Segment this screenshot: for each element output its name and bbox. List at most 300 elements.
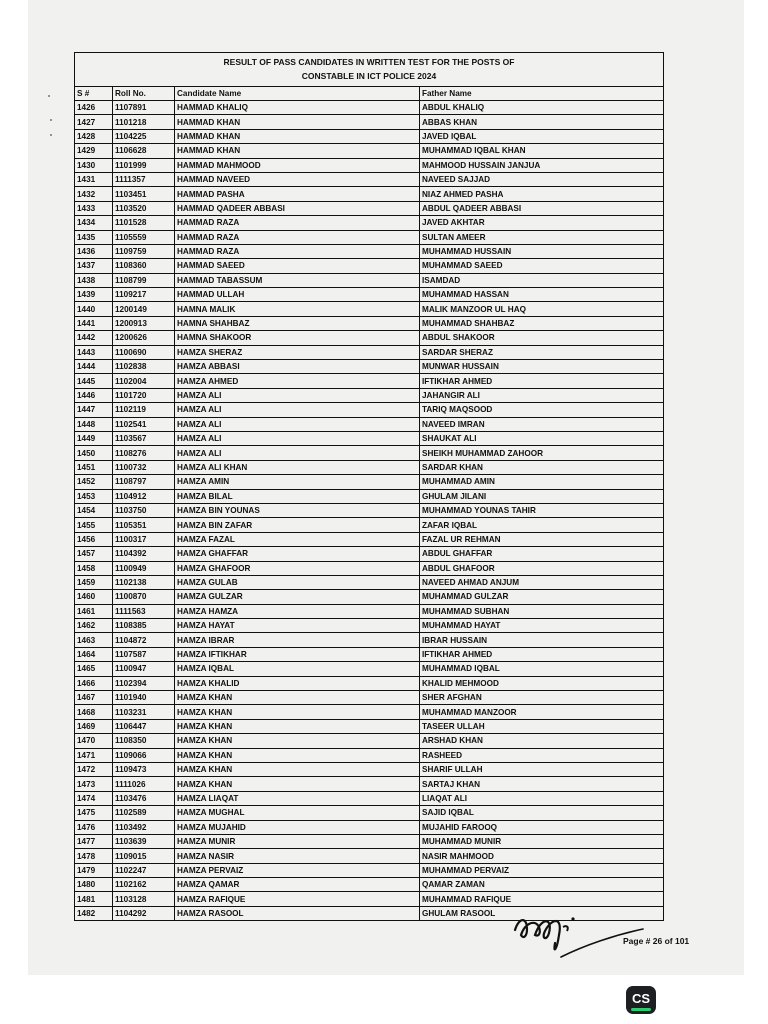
row-father-name: SHEIKH MUHAMMAD ZAHOOR (420, 446, 664, 460)
table-row (75, 503, 664, 517)
table-row (75, 316, 664, 330)
logo-bar (631, 1008, 651, 1011)
row-roll-no: 1101940 (113, 691, 175, 705)
row-father-name: LIAQAT ALI (420, 791, 664, 805)
row-roll-no: 1100870 (113, 590, 175, 604)
table-row (75, 388, 664, 402)
table-row (75, 547, 664, 561)
row-father-name: MUHAMMAD MUNIR (420, 834, 664, 848)
row-roll-no: 1103451 (113, 187, 175, 201)
row-candidate-name: HAMMAD RAZA (175, 230, 420, 244)
table-row (75, 403, 664, 417)
row-roll-no: 1111026 (113, 777, 175, 791)
row-candidate-name: HAMZA KHAN (175, 719, 420, 733)
row-candidate-name: HAMMAD KHAN (175, 129, 420, 143)
row-candidate-name: HAMZA KHAN (175, 691, 420, 705)
header-roll: Roll No. (113, 87, 175, 101)
row-candidate-name: HAMZA ALI (175, 431, 420, 445)
row-roll-no: 1103639 (113, 834, 175, 848)
table-body (75, 101, 664, 921)
row-sno: 1477 (75, 834, 113, 848)
row-candidate-name: HAMZA ALI (175, 388, 420, 402)
row-roll-no: 1100947 (113, 662, 175, 676)
row-father-name: JAVED IQBAL (420, 129, 664, 143)
row-roll-no: 1108360 (113, 259, 175, 273)
row-father-name: MUHAMMAD RAFIQUE (420, 892, 664, 906)
row-sno: 1461 (75, 604, 113, 618)
row-candidate-name: HAMZA BIN YOUNAS (175, 503, 420, 517)
table-row (75, 590, 664, 604)
row-roll-no: 1111563 (113, 604, 175, 618)
row-sno: 1431 (75, 172, 113, 186)
table-row (75, 273, 664, 287)
table-row (75, 446, 664, 460)
row-sno: 1468 (75, 705, 113, 719)
row-candidate-name: HAMZA GULAB (175, 575, 420, 589)
row-roll-no: 1104872 (113, 633, 175, 647)
row-father-name: TASEER ULLAH (420, 719, 664, 733)
row-roll-no: 1100317 (113, 532, 175, 546)
row-father-name: MUHAMMAD PERVAIZ (420, 863, 664, 877)
row-roll-no: 1102589 (113, 806, 175, 820)
table-row (75, 863, 664, 877)
row-roll-no: 1102247 (113, 863, 175, 877)
row-roll-no: 1100949 (113, 561, 175, 575)
row-roll-no: 1105351 (113, 518, 175, 532)
row-sno: 1475 (75, 806, 113, 820)
row-father-name: MUNWAR HUSSAIN (420, 360, 664, 374)
row-roll-no: 1103231 (113, 705, 175, 719)
row-roll-no: 1103492 (113, 820, 175, 834)
table-row (75, 719, 664, 733)
row-sno: 1448 (75, 417, 113, 431)
row-roll-no: 1200626 (113, 331, 175, 345)
row-roll-no: 1109217 (113, 288, 175, 302)
table-row (75, 604, 664, 618)
row-roll-no: 1108276 (113, 446, 175, 460)
row-roll-no: 1102394 (113, 676, 175, 690)
row-roll-no: 1109015 (113, 849, 175, 863)
table-row (75, 762, 664, 776)
speck (48, 95, 50, 97)
title-line-2: CONSTABLE IN ICT POLICE 2024 (301, 71, 437, 81)
row-candidate-name: HAMMAD PASHA (175, 187, 420, 201)
row-roll-no: 1100690 (113, 345, 175, 359)
row-candidate-name: HAMZA AMIN (175, 475, 420, 489)
row-roll-no: 1101999 (113, 158, 175, 172)
row-roll-no: 1108797 (113, 475, 175, 489)
table-row (75, 172, 664, 186)
row-roll-no: 1102541 (113, 417, 175, 431)
row-candidate-name: HAMZA ALI KHAN (175, 460, 420, 474)
table-row (75, 777, 664, 791)
row-roll-no: 1109473 (113, 762, 175, 776)
table-row (75, 302, 664, 316)
row-father-name: SAJID IQBAL (420, 806, 664, 820)
table-row (75, 475, 664, 489)
table-row (75, 288, 664, 302)
row-candidate-name: HAMZA MUNIR (175, 834, 420, 848)
row-father-name: ABDUL SHAKOOR (420, 331, 664, 345)
signature-image (505, 905, 645, 960)
row-father-name: MUHAMMAD AMIN (420, 475, 664, 489)
row-roll-no: 1103520 (113, 201, 175, 215)
row-sno: 1463 (75, 633, 113, 647)
row-sno: 1474 (75, 791, 113, 805)
table-row (75, 705, 664, 719)
row-father-name: IFTIKHAR AHMED (420, 647, 664, 661)
results-table (74, 86, 664, 921)
row-candidate-name: HAMZA RAFIQUE (175, 892, 420, 906)
row-roll-no: 1102138 (113, 575, 175, 589)
row-candidate-name: HAMZA BILAL (175, 489, 420, 503)
row-roll-no: 1106447 (113, 719, 175, 733)
row-roll-no: 1103476 (113, 791, 175, 805)
row-father-name: MUHAMMAD HUSSAIN (420, 244, 664, 258)
row-father-name: ABBAS KHAN (420, 115, 664, 129)
table-row (75, 417, 664, 431)
row-sno: 1480 (75, 878, 113, 892)
row-sno: 1444 (75, 360, 113, 374)
row-candidate-name: HAMZA FAZAL (175, 532, 420, 546)
row-candidate-name: HAMZA HAMZA (175, 604, 420, 618)
row-roll-no: 1108350 (113, 734, 175, 748)
row-sno: 1429 (75, 144, 113, 158)
row-sno: 1434 (75, 216, 113, 230)
logo-text: CS (631, 991, 651, 1006)
table-row (75, 460, 664, 474)
row-candidate-name: HAMMAD RAZA (175, 244, 420, 258)
row-candidate-name: HAMMAD ULLAH (175, 288, 420, 302)
row-father-name: TARIQ MAQSOOD (420, 403, 664, 417)
row-candidate-name: HAMZA QAMAR (175, 878, 420, 892)
row-candidate-name: HAMZA HAYAT (175, 619, 420, 633)
row-roll-no: 1103750 (113, 503, 175, 517)
camscanner-logo (626, 986, 656, 1014)
row-roll-no: 1104912 (113, 489, 175, 503)
row-sno: 1472 (75, 762, 113, 776)
title-line-1: RESULT OF PASS CANDIDATES IN WRITTEN TEST FOR THE POSTS OF (223, 57, 515, 67)
row-candidate-name: HAMZA MUJAHID (175, 820, 420, 834)
table-row (75, 662, 664, 676)
row-father-name: MUHAMMAD GULZAR (420, 590, 664, 604)
row-sno: 1456 (75, 532, 113, 546)
table-row (75, 115, 664, 129)
row-father-name: SHER AFGHAN (420, 691, 664, 705)
row-candidate-name: HAMMAD MAHMOOD (175, 158, 420, 172)
header-sno: S # (75, 87, 113, 101)
row-sno: 1436 (75, 244, 113, 258)
row-sno: 1462 (75, 619, 113, 633)
row-father-name: MUHAMMAD YOUNAS TAHIR (420, 503, 664, 517)
table-row (75, 820, 664, 834)
row-candidate-name: HAMZA KHAN (175, 705, 420, 719)
result-sheet (74, 52, 664, 921)
row-sno: 1433 (75, 201, 113, 215)
row-sno: 1473 (75, 777, 113, 791)
row-roll-no: 1103567 (113, 431, 175, 445)
row-father-name: ABDUL GHAFFAR (420, 547, 664, 561)
row-roll-no: 1101528 (113, 216, 175, 230)
row-sno: 1469 (75, 719, 113, 733)
table-row (75, 561, 664, 575)
row-roll-no: 1108385 (113, 619, 175, 633)
row-father-name: ABDUL QADEER ABBASI (420, 201, 664, 215)
table-row (75, 806, 664, 820)
row-roll-no: 1108799 (113, 273, 175, 287)
table-row (75, 144, 664, 158)
row-father-name: QAMAR ZAMAN (420, 878, 664, 892)
row-father-name: MUHAMMAD MANZOOR (420, 705, 664, 719)
row-candidate-name: HAMZA ALI (175, 446, 420, 460)
table-row (75, 158, 664, 172)
row-father-name: MALIK MANZOOR UL HAQ (420, 302, 664, 316)
row-candidate-name: HAMMAD KHALIQ (175, 101, 420, 115)
speck (50, 119, 52, 121)
row-sno: 1443 (75, 345, 113, 359)
table-row (75, 791, 664, 805)
row-father-name: KHALID MEHMOOD (420, 676, 664, 690)
row-candidate-name: HAMMAD QADEER ABBASI (175, 201, 420, 215)
row-candidate-name: HAMZA ALI (175, 417, 420, 431)
row-candidate-name: HAMMAD KHAN (175, 115, 420, 129)
row-roll-no: 1107891 (113, 101, 175, 115)
row-candidate-name: HAMZA PERVAIZ (175, 863, 420, 877)
row-candidate-name: HAMMAD NAVEED (175, 172, 420, 186)
row-father-name: MUHAMMAD SUBHAN (420, 604, 664, 618)
row-roll-no: 1101720 (113, 388, 175, 402)
header-father: Father Name (420, 87, 664, 101)
row-roll-no: 1200913 (113, 316, 175, 330)
row-candidate-name: HAMZA GHAFFAR (175, 547, 420, 561)
row-sno: 1481 (75, 892, 113, 906)
row-roll-no: 1109066 (113, 748, 175, 762)
page-number: Page # 26 of 101 (623, 936, 690, 946)
row-candidate-name: HAMZA LIAQAT (175, 791, 420, 805)
row-roll-no: 1200149 (113, 302, 175, 316)
table-row (75, 216, 664, 230)
row-candidate-name: HAMNA SHAHBAZ (175, 316, 420, 330)
row-sno: 1428 (75, 129, 113, 143)
header-name: Candidate Name (175, 87, 420, 101)
table-row (75, 331, 664, 345)
row-father-name: NAVEED SAJJAD (420, 172, 664, 186)
table-row (75, 244, 664, 258)
row-father-name: MUHAMMAD SAEED (420, 259, 664, 273)
row-father-name: ABDUL GHAFOOR (420, 561, 664, 575)
row-sno: 1435 (75, 230, 113, 244)
row-father-name: MUHAMMAD SHAHBAZ (420, 316, 664, 330)
row-sno: 1471 (75, 748, 113, 762)
row-father-name: MUHAMMAD IQBAL KHAN (420, 144, 664, 158)
row-father-name: GHULAM RASOOL (420, 906, 664, 920)
table-row (75, 748, 664, 762)
row-roll-no: 1104225 (113, 129, 175, 143)
row-roll-no: 1109759 (113, 244, 175, 258)
row-candidate-name: HAMMAD KHAN (175, 144, 420, 158)
row-candidate-name: HAMZA IQBAL (175, 662, 420, 676)
row-father-name: JAHANGIR ALI (420, 388, 664, 402)
row-candidate-name: HAMMAD RAZA (175, 216, 420, 230)
row-father-name: SHAUKAT ALI (420, 431, 664, 445)
table-row (75, 345, 664, 359)
row-sno: 1479 (75, 863, 113, 877)
table-row (75, 575, 664, 589)
row-sno: 1453 (75, 489, 113, 503)
row-candidate-name: HAMZA IFTIKHAR (175, 647, 420, 661)
table-row (75, 431, 664, 445)
row-father-name: SARDAR SHERAZ (420, 345, 664, 359)
row-candidate-name: HAMZA MUGHAL (175, 806, 420, 820)
row-father-name: NAVEED AHMAD ANJUM (420, 575, 664, 589)
row-roll-no: 1111357 (113, 172, 175, 186)
row-father-name: MAHMOOD HUSSAIN JANJUA (420, 158, 664, 172)
row-candidate-name: HAMZA ABBASI (175, 360, 420, 374)
row-father-name: MUHAMMAD HAYAT (420, 619, 664, 633)
row-roll-no: 1103128 (113, 892, 175, 906)
row-sno: 1460 (75, 590, 113, 604)
row-sno: 1439 (75, 288, 113, 302)
table-row (75, 187, 664, 201)
row-father-name: ISAMDAD (420, 273, 664, 287)
table-row (75, 834, 664, 848)
table-row (75, 676, 664, 690)
row-candidate-name: HAMNA MALIK (175, 302, 420, 316)
table-row (75, 647, 664, 661)
row-roll-no: 1104392 (113, 547, 175, 561)
row-sno: 1466 (75, 676, 113, 690)
row-roll-no: 1100732 (113, 460, 175, 474)
row-sno: 1454 (75, 503, 113, 517)
row-sno: 1467 (75, 691, 113, 705)
table-row (75, 259, 664, 273)
row-sno: 1464 (75, 647, 113, 661)
table-row (75, 619, 664, 633)
row-candidate-name: HAMZA IBRAR (175, 633, 420, 647)
row-roll-no: 1102162 (113, 878, 175, 892)
row-sno: 1441 (75, 316, 113, 330)
row-father-name: ARSHAD KHAN (420, 734, 664, 748)
row-sno: 1451 (75, 460, 113, 474)
row-roll-no: 1105559 (113, 230, 175, 244)
row-candidate-name: HAMZA KHAN (175, 734, 420, 748)
table-row (75, 360, 664, 374)
row-father-name: MUHAMMAD HASSAN (420, 288, 664, 302)
table-row (75, 374, 664, 388)
row-father-name: ABDUL KHALIQ (420, 101, 664, 115)
row-candidate-name: HAMMAD TABASSUM (175, 273, 420, 287)
row-father-name: IBRAR HUSSAIN (420, 633, 664, 647)
row-father-name: NAVEED IMRAN (420, 417, 664, 431)
row-candidate-name: HAMZA GULZAR (175, 590, 420, 604)
row-sno: 1432 (75, 187, 113, 201)
table-row (75, 691, 664, 705)
row-sno: 1476 (75, 820, 113, 834)
row-sno: 1455 (75, 518, 113, 532)
row-candidate-name: HAMZA KHAN (175, 777, 420, 791)
row-roll-no: 1106628 (113, 144, 175, 158)
table-row (75, 878, 664, 892)
document-title (74, 52, 664, 86)
row-roll-no: 1102838 (113, 360, 175, 374)
row-sno: 1452 (75, 475, 113, 489)
row-candidate-name: HAMZA KHALID (175, 676, 420, 690)
row-sno: 1457 (75, 547, 113, 561)
table-row (75, 734, 664, 748)
row-father-name: NIAZ AHMED PASHA (420, 187, 664, 201)
row-roll-no: 1104292 (113, 906, 175, 920)
row-father-name: SULTAN AMEER (420, 230, 664, 244)
table-header-row (75, 87, 664, 101)
row-sno: 1442 (75, 331, 113, 345)
row-roll-no: 1102119 (113, 403, 175, 417)
row-sno: 1446 (75, 388, 113, 402)
row-sno: 1427 (75, 115, 113, 129)
row-father-name: IFTIKHAR AHMED (420, 374, 664, 388)
row-sno: 1426 (75, 101, 113, 115)
table-row (75, 633, 664, 647)
row-sno: 1459 (75, 575, 113, 589)
row-candidate-name: HAMZA AHMED (175, 374, 420, 388)
row-father-name: GHULAM JILANI (420, 489, 664, 503)
row-father-name: ZAFAR IQBAL (420, 518, 664, 532)
table-row (75, 129, 664, 143)
row-sno: 1478 (75, 849, 113, 863)
row-candidate-name: HAMZA NASIR (175, 849, 420, 863)
row-father-name: RASHEED (420, 748, 664, 762)
row-sno: 1437 (75, 259, 113, 273)
table-row (75, 518, 664, 532)
row-candidate-name: HAMZA ALI (175, 403, 420, 417)
row-candidate-name: HAMZA BIN ZAFAR (175, 518, 420, 532)
row-sno: 1430 (75, 158, 113, 172)
table-row (75, 101, 664, 115)
row-candidate-name: HAMZA SHERAZ (175, 345, 420, 359)
table-row (75, 849, 664, 863)
row-father-name: SARDAR KHAN (420, 460, 664, 474)
row-sno: 1447 (75, 403, 113, 417)
table-row (75, 201, 664, 215)
row-sno: 1450 (75, 446, 113, 460)
row-sno: 1482 (75, 906, 113, 920)
row-father-name: NASIR MAHMOOD (420, 849, 664, 863)
table-row (75, 230, 664, 244)
row-sno: 1449 (75, 431, 113, 445)
row-sno: 1458 (75, 561, 113, 575)
row-roll-no: 1102004 (113, 374, 175, 388)
row-candidate-name: HAMZA GHAFOOR (175, 561, 420, 575)
row-candidate-name: HAMNA SHAKOOR (175, 331, 420, 345)
row-sno: 1470 (75, 734, 113, 748)
row-sno: 1445 (75, 374, 113, 388)
row-roll-no: 1101218 (113, 115, 175, 129)
row-father-name: MUHAMMAD IQBAL (420, 662, 664, 676)
row-candidate-name: HAMZA KHAN (175, 762, 420, 776)
row-father-name: MUJAHID FAROOQ (420, 820, 664, 834)
row-candidate-name: HAMMAD SAEED (175, 259, 420, 273)
table-row (75, 532, 664, 546)
row-sno: 1438 (75, 273, 113, 287)
row-father-name: JAVED AKHTAR (420, 216, 664, 230)
speck (50, 134, 52, 136)
row-roll-no: 1107587 (113, 647, 175, 661)
table-row (75, 489, 664, 503)
row-father-name: SHARIF ULLAH (420, 762, 664, 776)
row-sno: 1465 (75, 662, 113, 676)
row-father-name: FAZAL UR REHMAN (420, 532, 664, 546)
row-candidate-name: HAMZA KHAN (175, 748, 420, 762)
row-father-name: SARTAJ KHAN (420, 777, 664, 791)
